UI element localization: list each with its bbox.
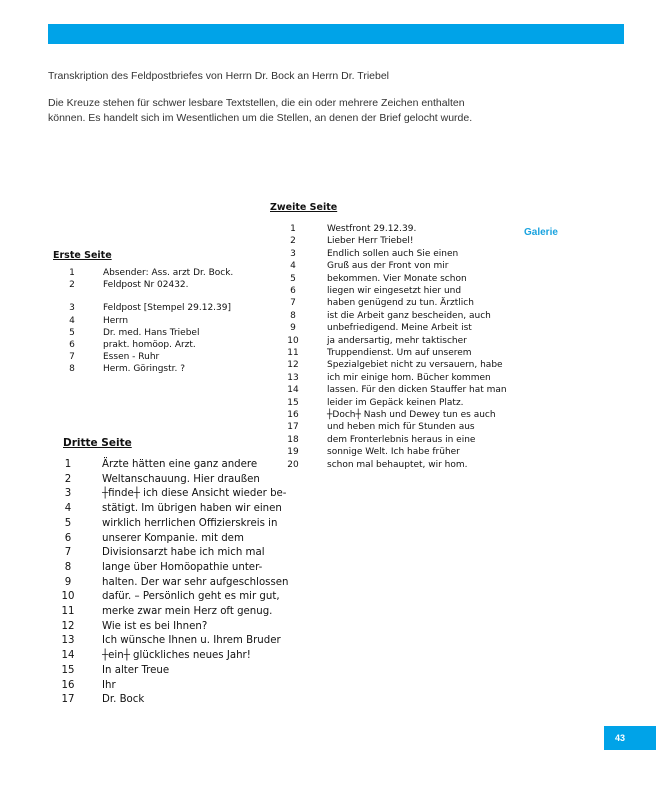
line-number: 12 xyxy=(61,620,75,632)
intro-text xyxy=(48,69,608,138)
line-text: Ich wünsche Ihnen u. Ihrem Bruder xyxy=(102,635,281,647)
line-number: 16 xyxy=(61,679,75,691)
line-number: 9 xyxy=(290,323,296,334)
line-text: Lieber Herr Triebel! xyxy=(327,236,414,247)
line-text: ja andersartig, mehr taktischer xyxy=(327,335,467,346)
line-number: 8 xyxy=(69,364,75,375)
line-number: 1 xyxy=(290,224,296,234)
intro-title-line: Transkription des Feldpostbriefes von Herrn Dr. Bock an Herrn Dr. Triebel xyxy=(48,70,389,82)
intro-explanation-line-1: Die Kreuze stehen für schwer lesbare Textstellen, die ein oder mehrere Zeichen enthalten xyxy=(48,97,465,109)
line-number: 3 xyxy=(290,248,296,259)
line-text: dafür. – Persönlich geht es mir gut, xyxy=(102,591,280,603)
line-text: sonnige Welt. Ich habe früher xyxy=(327,447,460,458)
line-text: ┼finde┼ ich diese Ansicht wieder be- xyxy=(102,488,287,500)
line-number: 19 xyxy=(287,447,299,458)
line-text: stätigt. Im übrigen haben wir einen xyxy=(102,503,282,515)
line-number: 15 xyxy=(61,664,75,676)
line-text: bekommen. Vier Monate schon xyxy=(327,273,467,284)
line-number: 7 xyxy=(69,352,75,363)
line-number: 17 xyxy=(61,694,75,706)
line-number: 8 xyxy=(290,310,296,321)
galerie-link[interactable]: Galerie xyxy=(524,227,558,238)
line-text: schon mal behauptet, wir hom. xyxy=(327,459,468,470)
line-number: 3 xyxy=(69,303,75,314)
line-text: Endlich sollen auch Sie einen xyxy=(327,248,459,259)
line-number: 6 xyxy=(69,340,75,350)
line-text: Feldpost [Stempel 29.12.39] xyxy=(103,303,231,314)
line-text: haben genügend zu tun. Ärztlich xyxy=(327,298,474,309)
line-number: 2 xyxy=(64,473,72,485)
line-text: lassen. Für den dicken Stauffer hat man xyxy=(327,385,507,396)
line-number: 7 xyxy=(290,298,296,309)
line-number: 5 xyxy=(69,327,75,338)
line-number: 5 xyxy=(64,517,72,529)
line-text: ┼ein┼ glückliches neues Jahr! xyxy=(102,650,251,662)
line-text: merke zwar mein Herz oft genug. xyxy=(102,606,273,617)
line-number: 7 xyxy=(64,547,72,559)
intro-explanation xyxy=(48,96,608,126)
header-color-bar xyxy=(48,24,624,44)
line-number: 16 xyxy=(287,410,299,420)
third-page-title: Dritte Seite xyxy=(63,437,132,449)
line-text: Herm. Göringstr. ? xyxy=(103,364,186,375)
line-number: 11 xyxy=(287,348,299,358)
line-text: Ärzte hätten eine ganz andere xyxy=(102,459,258,470)
line-number: 3 xyxy=(64,488,72,500)
line-text: und heben mich für Stunden aus xyxy=(327,422,475,433)
line-text: Truppendienst. Um auf unserem xyxy=(327,348,472,358)
line-number: 6 xyxy=(290,286,296,296)
line-number: 14 xyxy=(61,650,75,662)
line-text: Dr. med. Hans Triebel xyxy=(103,327,200,338)
line-number: 11 xyxy=(61,606,75,617)
line-number: 18 xyxy=(287,434,299,445)
line-number: 17 xyxy=(287,422,299,433)
line-text: halten. Der war sehr aufgeschlossen xyxy=(102,576,289,588)
line-text: dem Fronterlebnis heraus in eine xyxy=(327,434,476,445)
line-text: unserer Kompanie. mit dem xyxy=(102,532,244,544)
line-text: Ihr xyxy=(102,679,116,691)
line-text: prakt. homöop. Arzt. xyxy=(103,340,196,350)
line-text: Weltanschauung. Hier draußen xyxy=(102,473,260,485)
line-text: Westfront 29.12.39. xyxy=(327,224,417,234)
line-text: Divisionsarzt habe ich mich mal xyxy=(102,547,265,559)
line-number: 4 xyxy=(69,315,75,326)
line-number: 10 xyxy=(61,591,75,603)
first-page-title: Erste Seite xyxy=(53,250,112,261)
intro-explanation-line-2: können. Es handelt sich im Wesentlichen um die Stellen, an denen der Brief gelocht wurde. xyxy=(48,112,473,124)
line-number: 1 xyxy=(64,459,72,470)
line-text: In alter Treue xyxy=(102,664,170,676)
line-text: liegen wir eingesetzt hier und xyxy=(327,286,462,296)
line-text: leider im Gepäck keinen Platz. xyxy=(327,397,464,408)
line-text: Feldpost Nr 02432. xyxy=(103,280,189,291)
line-text: Wie ist es bei Ihnen? xyxy=(102,620,208,632)
line-number: 8 xyxy=(64,561,72,573)
line-text: Spezialgebiet nicht zu versauern, habe xyxy=(327,360,503,371)
line-text: unbefriedigend. Meine Arbeit ist xyxy=(327,323,472,334)
line-number: 1 xyxy=(69,268,75,278)
line-number: 13 xyxy=(61,635,75,647)
line-text: Gruß aus der Front von mir xyxy=(327,261,449,272)
line-number: 20 xyxy=(287,459,299,470)
line-text: Herrn xyxy=(103,315,129,326)
second-page-title: Zweite Seite xyxy=(270,202,338,213)
line-text: ich mir einige hom. Bücher kommen xyxy=(327,372,491,383)
line-number: 2 xyxy=(290,236,296,247)
page-number-badge: 43 xyxy=(604,726,656,750)
line-number: 9 xyxy=(64,576,72,588)
line-text: ┼Doch┼ Nash und Dewey tun es auch xyxy=(327,410,496,420)
line-number: 13 xyxy=(287,372,299,383)
line-number: 4 xyxy=(64,503,72,515)
line-text: lange über Homöopathie unter- xyxy=(102,561,263,573)
line-number: 5 xyxy=(290,273,296,284)
line-number: 2 xyxy=(69,280,75,291)
line-text: Dr. Bock xyxy=(102,694,145,706)
line-text: Essen - Ruhr xyxy=(103,352,160,363)
line-text: wirklich herrlichen Offizierskreis in xyxy=(102,517,278,529)
line-number: 14 xyxy=(287,385,299,396)
line-number: 4 xyxy=(290,261,296,272)
line-number: 12 xyxy=(287,360,299,371)
line-text: ist die Arbeit ganz bescheiden, auch xyxy=(327,310,491,321)
line-number: 15 xyxy=(287,397,299,408)
line-number: 6 xyxy=(64,532,72,544)
line-text: Absender: Ass. arzt Dr. Bock. xyxy=(103,268,234,278)
line-number: 10 xyxy=(287,335,299,346)
